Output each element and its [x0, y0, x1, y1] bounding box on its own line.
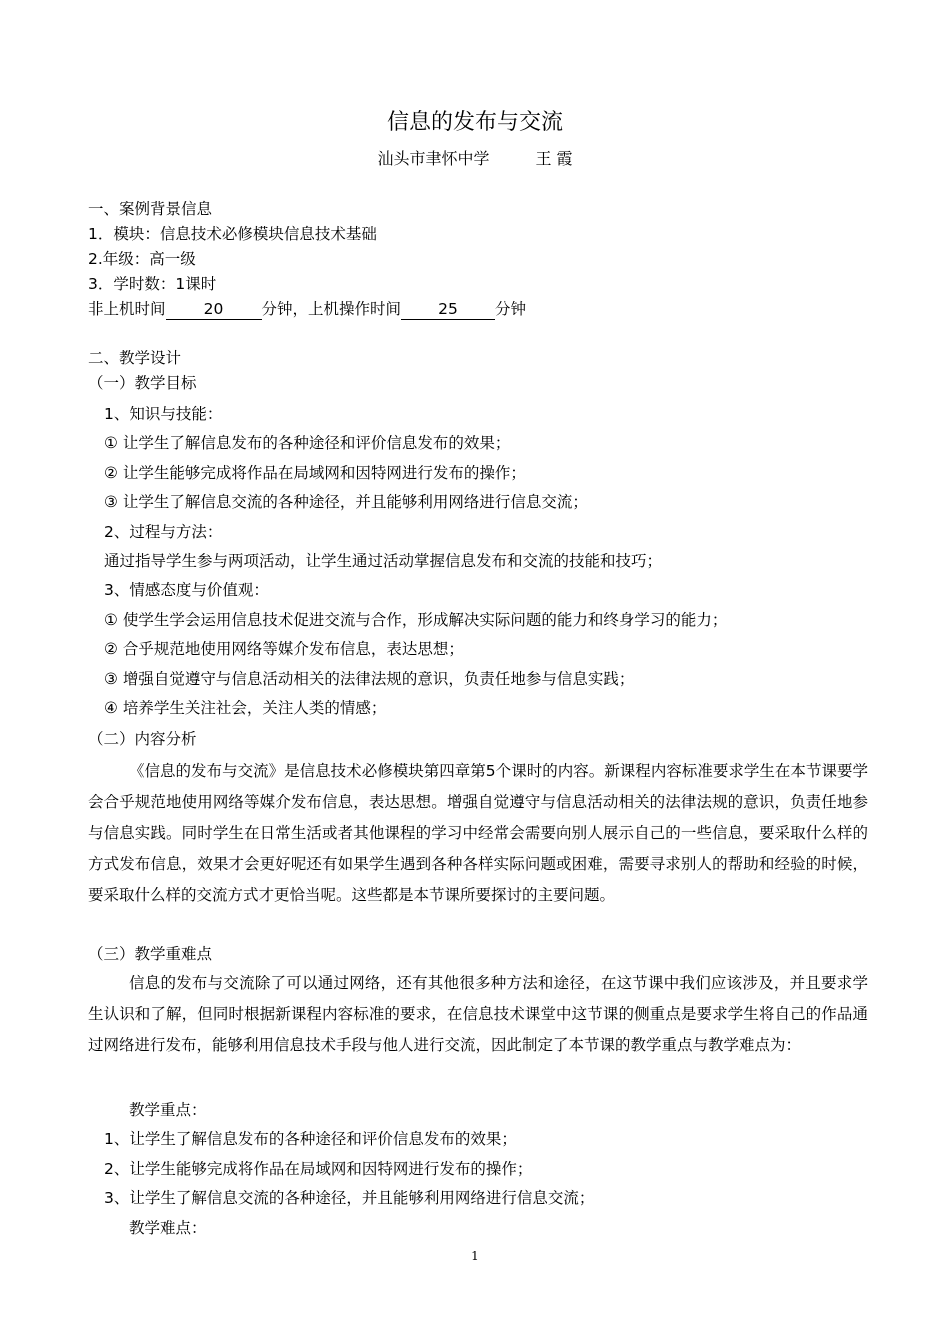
attitude-heading: 3、情感态度与价值观： [104, 581, 269, 599]
document-title: 信息的发布与交流 [386, 110, 563, 135]
time-prefix: 非上机时间 [88, 300, 166, 318]
author-line [0, 147, 950, 171]
online-minutes: 25 [401, 300, 495, 320]
attitude-item-1: ① 使学生学会运用信息技术促进交流与合作，形成解决实际问题的能力和终身学习的能力； [104, 611, 728, 629]
time-mid: 分钟，上机操作时间 [261, 300, 402, 318]
content-paragraph: 《信息的发布与交流》是信息技术必修模块第四章第5个课时的内容。新课程内容标准要求学生在本节课要学会合乎规范地使用网络等媒介发布信息，表达思想。增强自觉遵守与信息活动相关的法律法规的意识，负责任地参与信息实践。同时学生在日常生活或者其他课程的学习中经常会需要向别人展示自己的一些信息，要采取什么样的方式发布信息，效果才会更好呢还有如果学生遇到各种各样实际问题或困难，需要寻求别人的帮助和经验的时候，要采取什么样的交流方式才更恰当呢。这些都是本节课所要探讨的主要问题。 [88, 762, 868, 904]
author-name: 王 霞 [535, 149, 573, 168]
focus-heading: 教学重点： [129, 1101, 207, 1119]
difficulty-heading: 教学难点： [129, 1219, 207, 1237]
process-heading: 2、过程与方法： [104, 523, 223, 541]
keypoints-heading: （三）教学重难点 [88, 945, 213, 963]
knowledge-item-2: ② 让学生能够完成将作品在局域网和因特网进行发布的操作； [104, 464, 526, 482]
goals-heading: （一）教学目标 [88, 374, 197, 392]
knowledge-heading: 1、知识与技能： [104, 405, 223, 423]
focus-item-2: 2、让学生能够完成将作品在局域网和因特网进行发布的操作； [104, 1160, 533, 1178]
hours-line: 3．学时数：1课时 [88, 275, 217, 293]
module-line: 1．模块：信息技术必修模块信息技术基础 [88, 225, 377, 243]
section1-heading: 一、案例背景信息 [88, 200, 213, 218]
author-school: 汕头市聿怀中学 [377, 149, 490, 168]
section2-heading: 二、教学设计 [88, 349, 182, 367]
attitude-item-3: ③ 增强自觉遵守与信息活动相关的法律法规的意识，负责任地参与信息实践； [104, 670, 635, 688]
knowledge-item-1: ① 让学生了解信息发布的各种途径和评价信息发布的效果； [104, 434, 511, 452]
knowledge-item-3: ③ 让学生了解信息交流的各种途径，并且能够利用网络进行信息交流； [104, 493, 588, 511]
process-text: 通过指导学生参与两项活动，让学生通过活动掌握信息发布和交流的技能和技巧； [104, 552, 663, 570]
attitude-item-4: ④ 培养学生关注社会，关注人类的情感； [104, 699, 387, 717]
attitude-item-2: ② 合乎规范地使用网络等媒介发布信息，表达思想； [104, 640, 464, 658]
keypoints-paragraph: 信息的发布与交流除了可以通过网络，还有其他很多种方法和途径，在这节课中我们应该涉及，并且要求学生认识和了解，但同时根据新课程内容标准的要求，在信息技术课堂中这节课的侧重点是要求学生将自己的作品通过网络进行发布，能够利用信息技术手段与他人进行交流，因此制定了本节课的教学重点与教学难点为： [88, 974, 868, 1054]
time-suffix: 分钟 [495, 300, 527, 318]
focus-item-3: 3、让学生了解信息交流的各种途径，并且能够利用网络进行信息交流； [104, 1189, 595, 1207]
focus-item-1: 1、让学生了解信息发布的各种途径和评价信息发布的效果； [104, 1130, 517, 1148]
grade-line: 2.年级：高一级 [88, 250, 196, 268]
offline-minutes: 20 [166, 300, 262, 320]
page-number: 1 [471, 1249, 479, 1263]
content-heading: （二）内容分析 [88, 730, 197, 748]
time-line [88, 297, 526, 321]
